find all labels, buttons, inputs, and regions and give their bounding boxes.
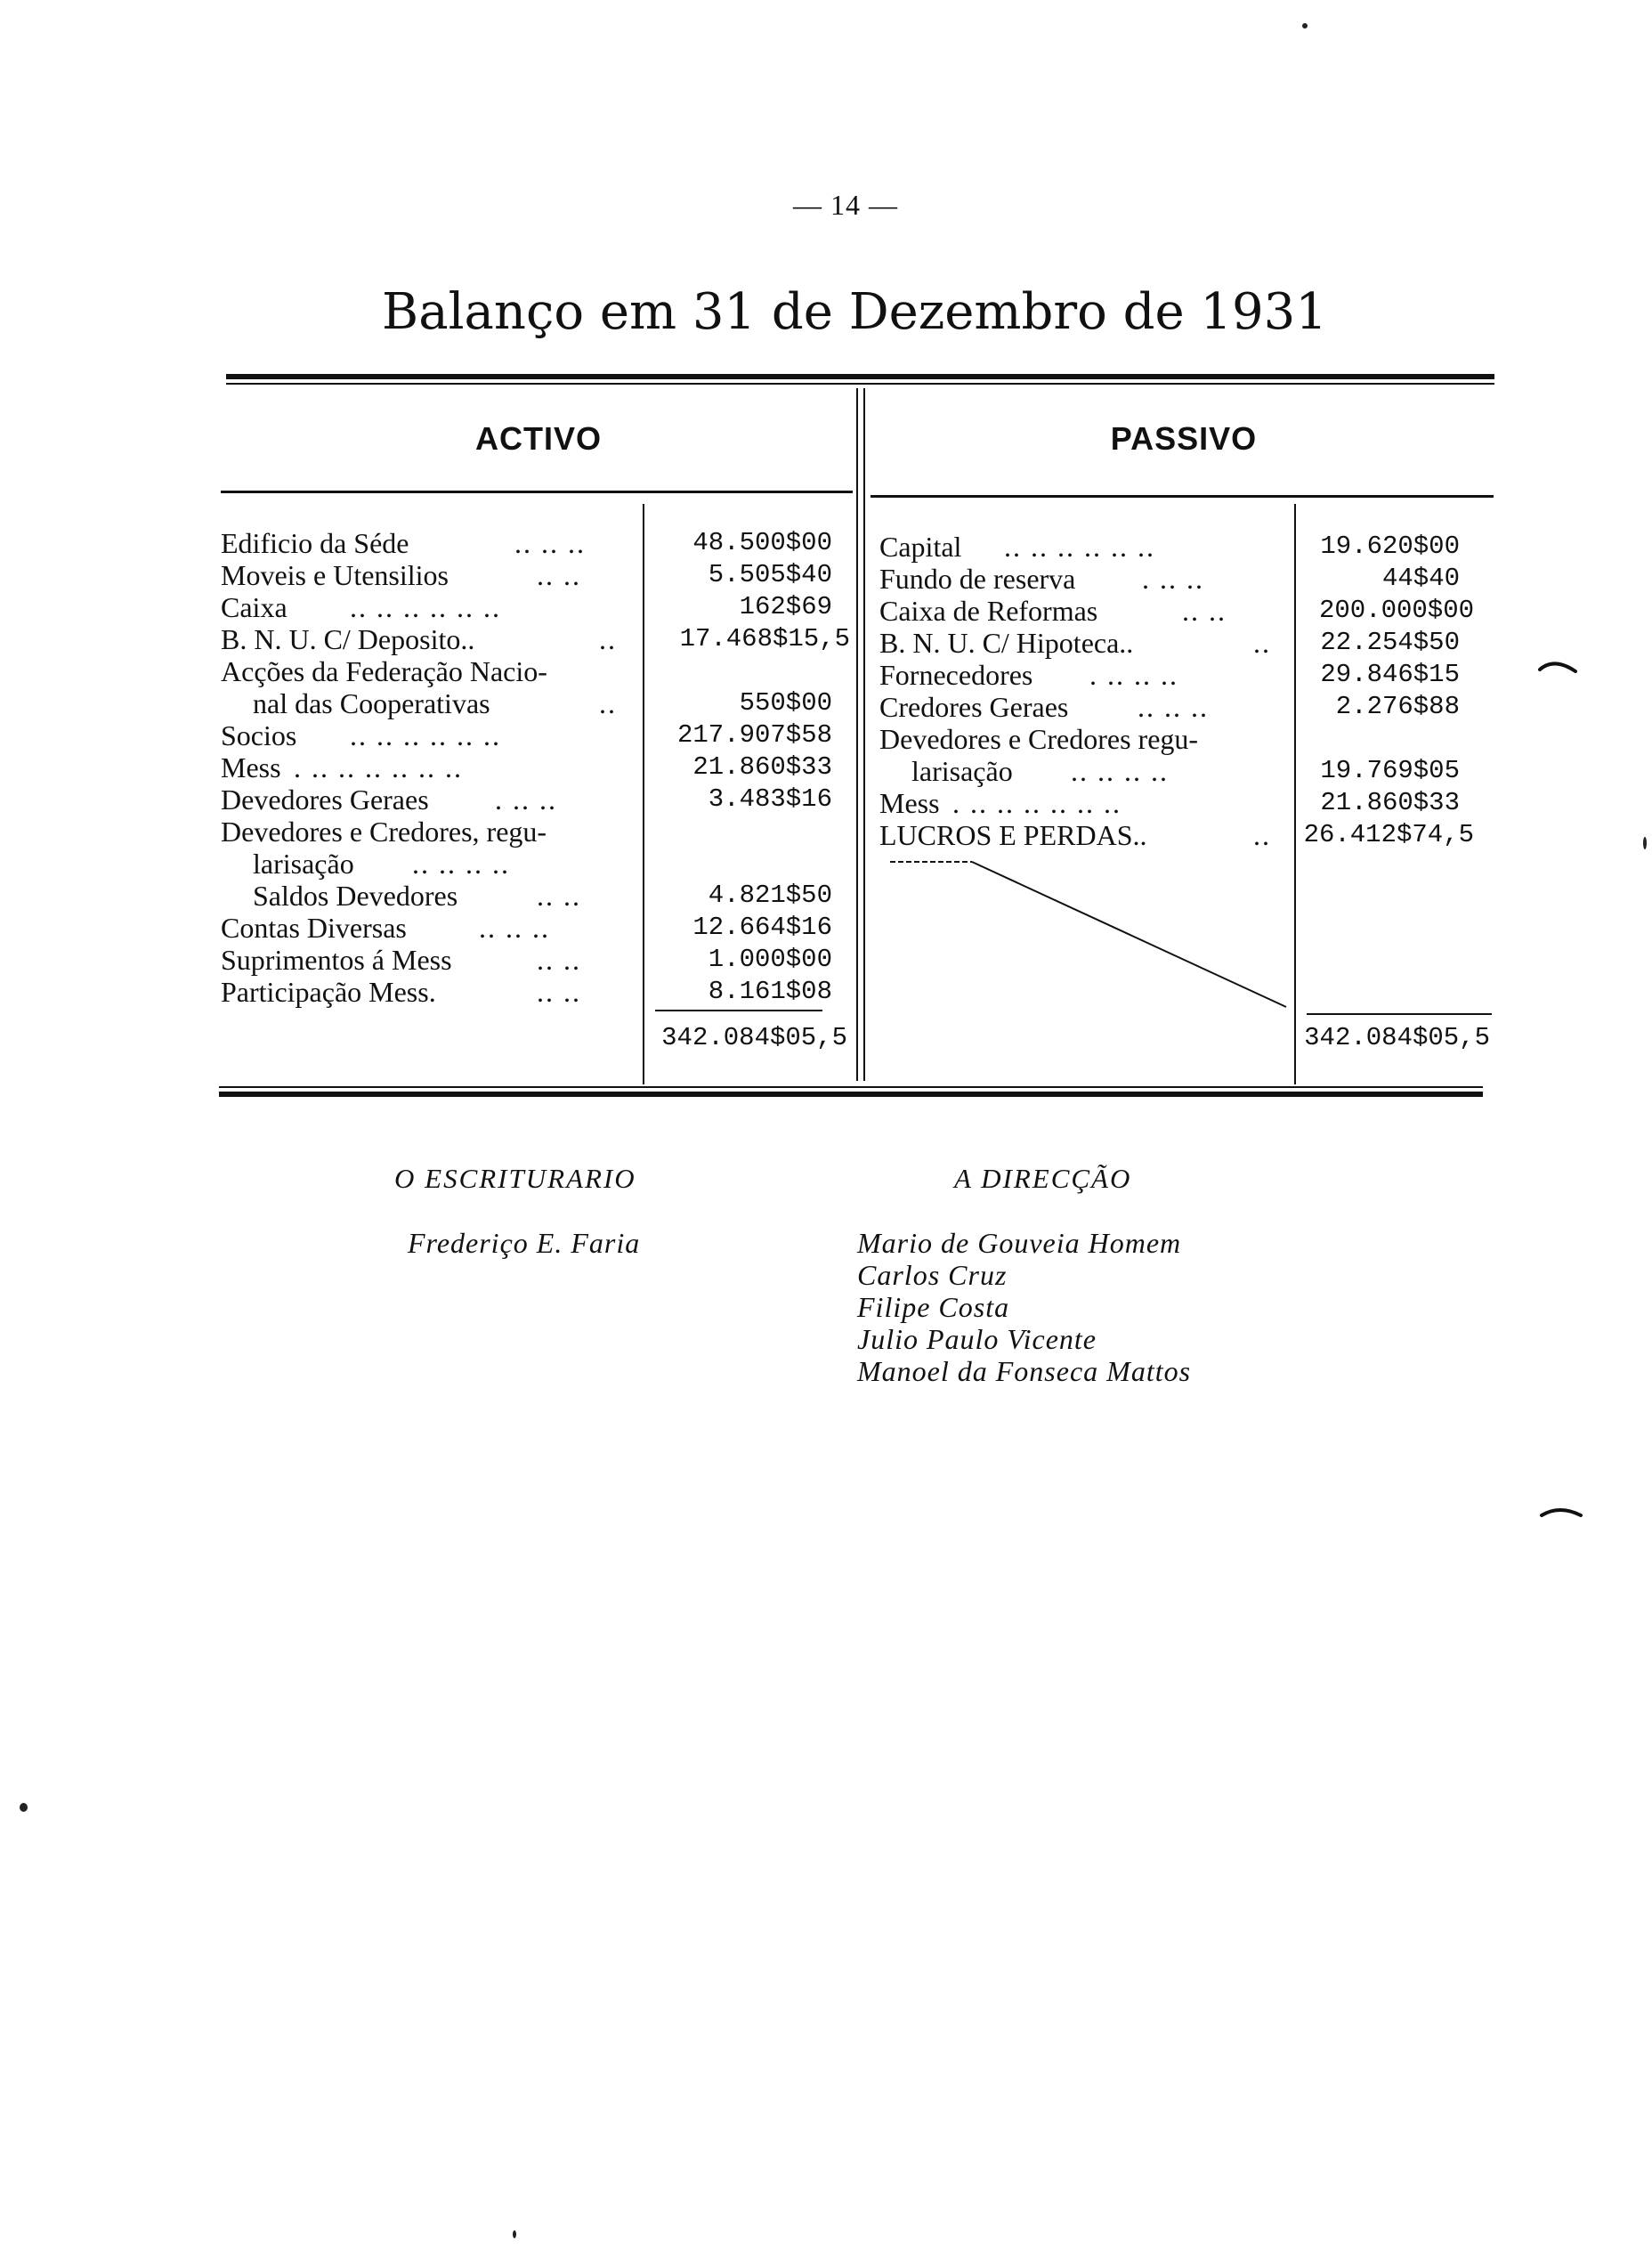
activo-total-rule [655, 1010, 822, 1011]
direccao-name: Carlos Cruz [857, 1259, 1008, 1291]
activo-row: Moveis e Utensilios .. .. 5.505$40 [221, 559, 832, 591]
top-rule-thin [226, 383, 1494, 385]
activo-row: Acções da Federação Nacio- [221, 655, 547, 687]
passivo-header: PASSIVO [1110, 420, 1258, 457]
activo-row: Saldos Devedores .. .. 4.821$50 [253, 880, 832, 912]
passivo-row: Credores Geraes .. .. .. 2.276$88 [879, 691, 1460, 723]
margin-mark [1538, 1503, 1586, 1524]
passivo-header-rule [871, 495, 1494, 498]
activo-row: Suprimentos á Mess .. .. 1.000$00 [221, 944, 832, 976]
passivo-row: Caixa de Reformas .. .. 200.000$00 [879, 595, 1474, 627]
activo-row: Devedores Geraes . .. .. 3.483$16 [221, 783, 832, 816]
activo-total: 342.084$05,5 [661, 1023, 847, 1052]
passivo-row: Devedores e Credores regu- [879, 723, 1199, 755]
scan-speck [20, 1803, 28, 1812]
escriturario-name: Frederiço E. Faria [408, 1227, 641, 1259]
direccao-names [857, 1227, 1191, 1387]
activo-header: ACTIVO [474, 420, 602, 457]
escriturario-heading: O ESCRITURARIO [394, 1163, 636, 1194]
scan-speck [513, 2230, 516, 2238]
passivo-row: Mess . .. .. .. .. .. .. 21.860$33 [879, 787, 1460, 819]
passivo-row: LUCROS E PERDAS.. .. 26.412$74,5 [879, 819, 1474, 851]
passivo-row: Fornecedores . .. .. .. 29.846$15 [879, 659, 1460, 691]
passivo-row: Fundo de reserva . .. .. 44$40 [879, 563, 1460, 595]
direccao-name: Julio Paulo Vicente [857, 1323, 1097, 1355]
direccao-name: Filipe Costa [857, 1291, 1010, 1323]
direccao-heading: A DIRECÇÃO [954, 1163, 1132, 1194]
passivo-total: 342.084$05,5 [1304, 1023, 1490, 1052]
passivo-row: Capital .. .. .. .. .. .. 19.620$00 [879, 531, 1460, 563]
blank-fill-stroke [881, 855, 1300, 1015]
activo-row: nal das Cooperativas .. 550$00 [253, 687, 832, 719]
margin-mark [1536, 655, 1581, 677]
passivo-row: B. N. U. C/ Hipoteca.. .. 22.254$50 [879, 627, 1460, 659]
direccao-name: Mario de Gouveia Homem [857, 1227, 1182, 1259]
passivo-row: larisação .. .. .. .. 19.769$05 [911, 755, 1460, 787]
bottom-rule-thick [219, 1092, 1483, 1097]
activo-row: Mess . .. .. .. .. .. .. 21.860$33 [221, 751, 832, 783]
activo-row: Contas Diversas .. .. .. 12.664$16 [221, 912, 832, 944]
center-divider-left [856, 388, 858, 1081]
activo-row: Caixa .. .. .. .. .. .. 162$69 [221, 591, 832, 623]
page-title: Balanço em 31 de Dezembro de 1931 [382, 283, 1327, 341]
center-divider-right [863, 388, 865, 1081]
balance-sheet [0, 0, 1652, 1122]
activo-row: Devedores e Credores, regu- [221, 816, 547, 848]
top-rule-thick [226, 374, 1494, 379]
activo-row: Participação Mess. .. .. 8.161$08 [221, 976, 832, 1008]
activo-row: B. N. U. C/ Deposito.. .. 17.468$15,5 [221, 623, 850, 655]
activo-row: Edificio da Séde .. .. .. 48.500$00 [221, 527, 832, 559]
scan-speck [1643, 837, 1647, 849]
activo-row: Socios .. .. .. .. .. .. 217.907$58 [221, 719, 832, 751]
activo-row: larisação .. .. .. .. [253, 848, 510, 880]
page-number: — 14 — [793, 189, 898, 221]
bottom-rule-thin [219, 1086, 1483, 1088]
passivo-total-rule [1307, 1013, 1492, 1015]
direccao-name: Manoel da Fonseca Mattos [857, 1355, 1192, 1387]
scan-speck [1302, 23, 1308, 28]
activo-header-rule [221, 491, 853, 493]
